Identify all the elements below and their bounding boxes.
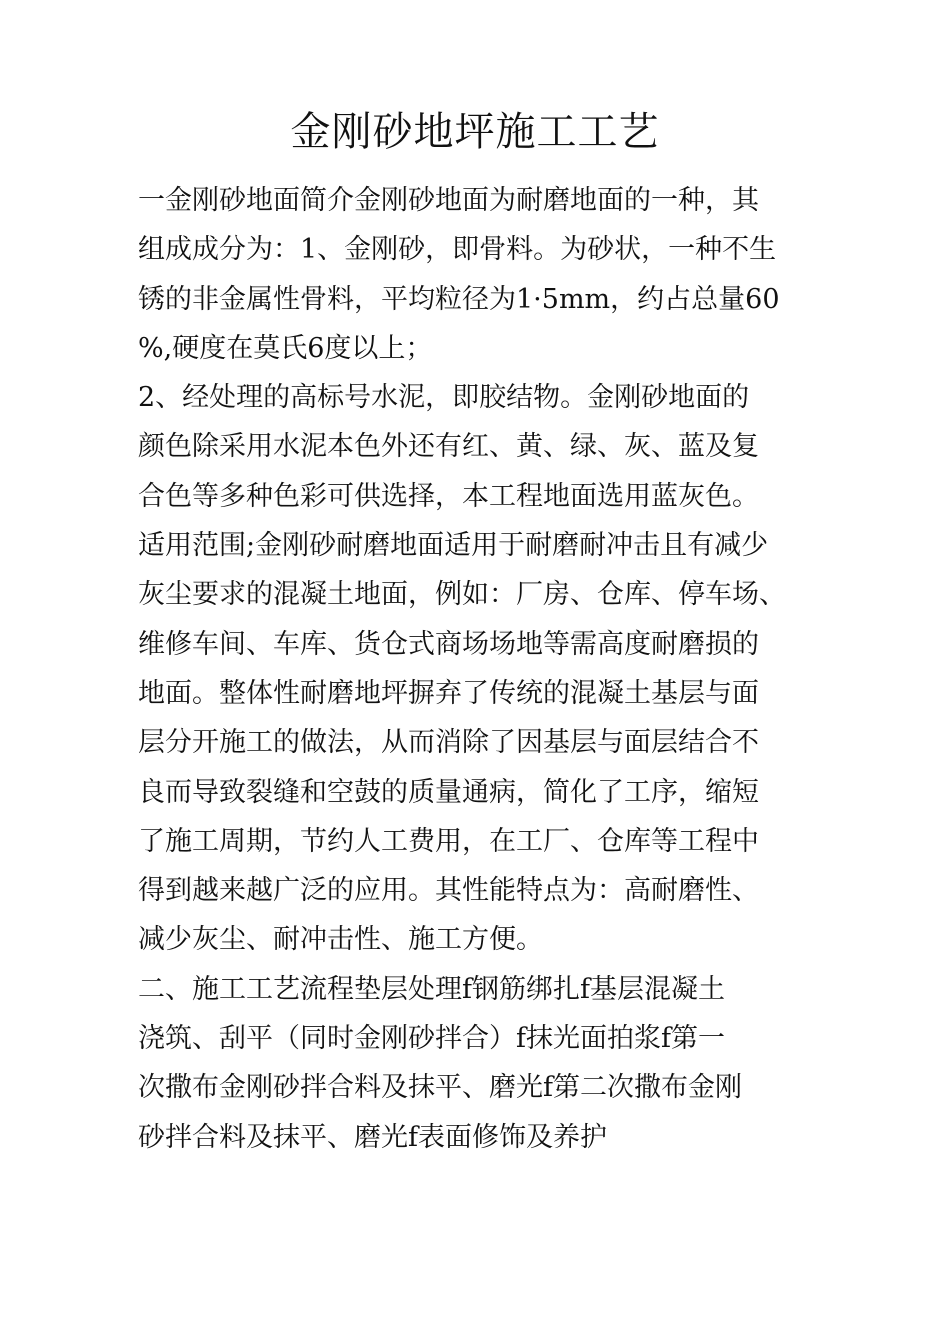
body-line: 得到越来越广泛的应用。其性能特点为：高耐磨性、 — [138, 875, 759, 907]
body-line: 适用范围;金刚砂耐磨地面适用于耐磨耐冲击且有减少 — [138, 530, 769, 562]
body-line: 二、施工工艺流程垫层处理f钢筋绑扎f基层混凝土 — [138, 973, 725, 1005]
body-line: 了施工周期，节约人工费用，在工厂、仓库等工程中 — [138, 825, 759, 857]
body-line: 良而导致裂缝和空鼓的质量通病，简化了工序，缩短 — [138, 776, 759, 808]
body-line: 维修车间、车库、货仓式商场场地等需高度耐磨损的 — [138, 628, 759, 660]
document-title: 金刚砂地坪施工工艺 — [290, 109, 660, 155]
body-line: 组成成分为：1、金刚砂，即骨料。为砂状，一种不生 — [138, 234, 777, 266]
body-line: 2、经处理的高标号水泥，即胶结物。金刚砂地面的 — [138, 382, 750, 414]
body-line: 层分开施工的做法，从而消除了因基层与面层结合不 — [138, 727, 759, 759]
document-body — [138, 176, 828, 1162]
body-line: 次撒布金刚砂拌合料及抹平、磨光f第二次撒布金刚 — [138, 1072, 742, 1104]
body-line: 颜色除采用水泥本色外还有红、黄、绿、灰、蓝及复 — [138, 431, 759, 463]
body-line: 地面。整体性耐磨地坪摒弃了传统的混凝土基层与面 — [138, 677, 759, 709]
body-line: %,硬度在莫氏6度以上； — [138, 332, 433, 364]
body-line: 砂拌合料及抹平、磨光f表面修饰及养护 — [138, 1121, 607, 1153]
body-line: 一金刚砂地面简介金刚砂地面为耐磨地面的一种，其 — [138, 185, 759, 216]
body-line: 锈的非金属性骨料，平均粒径为1·5mm，约占总量60 — [138, 283, 780, 315]
body-line: 浇筑、刮平（同时金刚砂拌合）f抹光面拍浆f第一 — [138, 1023, 725, 1055]
body-line: 灰尘要求的混凝土地面，例如：厂房、仓库、停车场、 — [138, 579, 786, 611]
body-line: 减少灰尘、耐冲击性、施工方便。 — [138, 924, 543, 956]
body-line: 合色等多种色彩可供选择，本工程地面选用蓝灰色。 — [138, 480, 759, 512]
